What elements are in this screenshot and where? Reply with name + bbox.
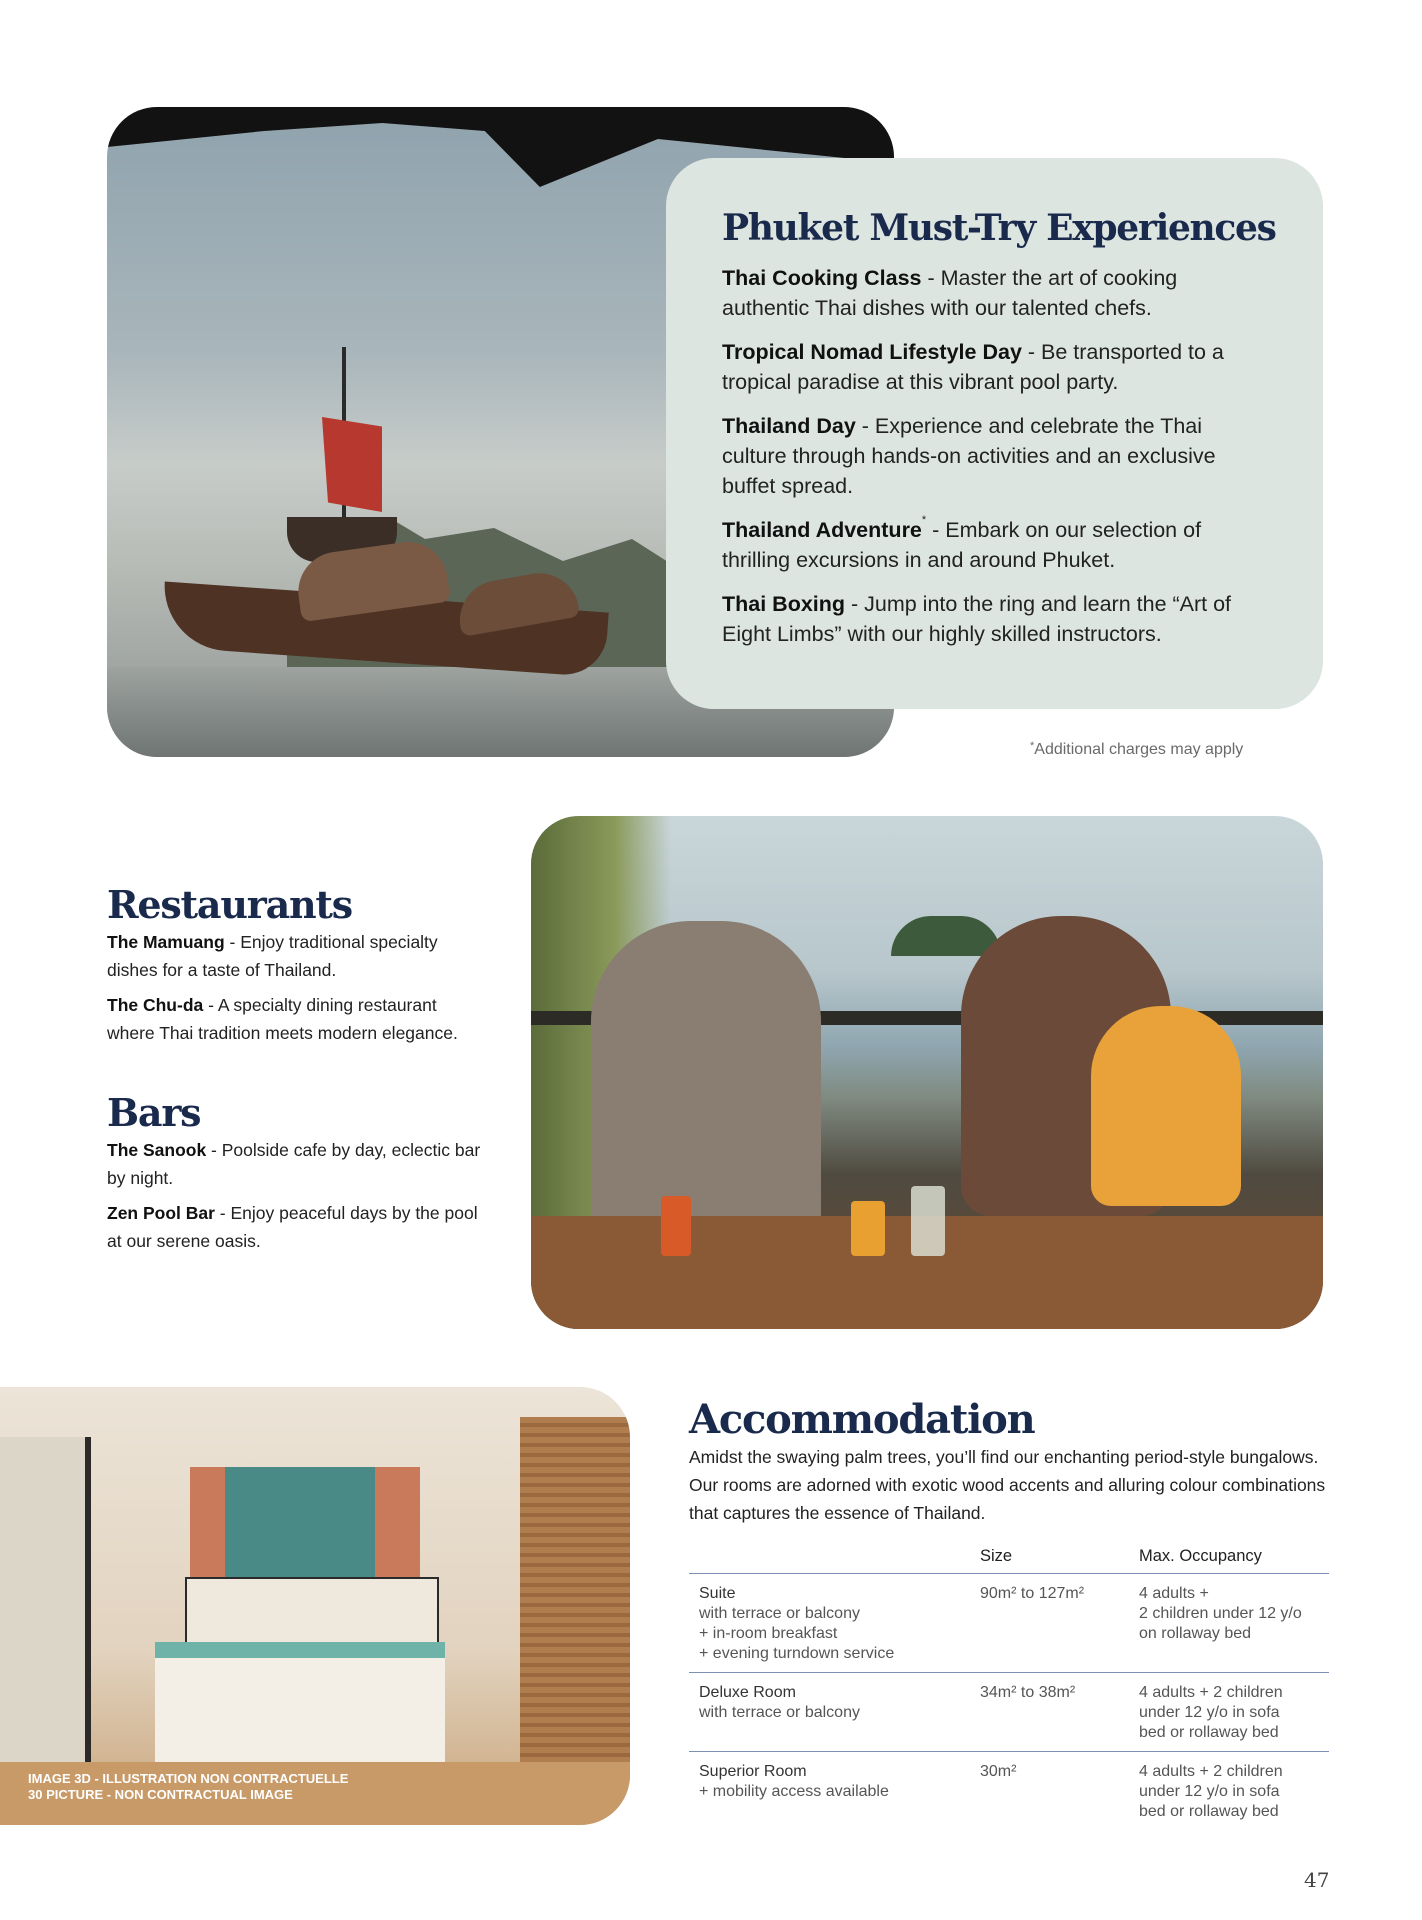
charges-footnote xyxy=(1030,741,1243,759)
experience-name: Thailand Adventure xyxy=(722,518,922,542)
column-header-occupancy: Max. Occupancy xyxy=(1139,1545,1329,1574)
restaurant-item xyxy=(107,928,487,984)
room-occupancy: 4 adults + 2 children under 12 y/o on rollaway bed xyxy=(1139,1574,1329,1673)
caption-line: 30 PICTURE - NON CONTRACTUAL IMAGE xyxy=(28,1787,293,1802)
page-number: 47 xyxy=(1304,1868,1330,1892)
room-name: Suite xyxy=(699,1585,736,1602)
room-occupancy: 4 adults + 2 children under 12 y/o in sofa bed or rollaway bed xyxy=(1139,1763,1283,1820)
room-types-table xyxy=(689,1545,1329,1830)
experience-description: - Jump into the ring and learn the “Art of Eight Limbs” with our highly skilled instructors. xyxy=(722,592,1232,646)
bar-name: Zen Pool Bar xyxy=(107,1203,215,1223)
restaurant-description: - Enjoy traditional specialty dishes for a taste of Thailand. xyxy=(107,932,438,980)
experience-description: - Embark on our selection of thrilling excursions in and around Phuket. xyxy=(722,518,1202,572)
bars-section xyxy=(107,1090,487,1262)
room-cell xyxy=(689,1673,980,1752)
restaurant-name: The Mamuang xyxy=(107,932,225,952)
room-description: with terrace or balcony + in-room breakfast + evening turndown service xyxy=(699,1605,895,1662)
experiences-title: Phuket Must-Try Experiences xyxy=(722,207,1276,249)
room-occupancy: 4 adults + 2 children under 12 y/o in sofa bed or rollaway bed xyxy=(1139,1673,1329,1752)
table-row xyxy=(689,1574,1329,1673)
experience-description: - Master the art of cooking authentic Thai dishes with our talented chefs. xyxy=(722,266,1178,320)
experience-description: - Be transported to a tropical paradise at this vibrant pool party. xyxy=(722,340,1224,394)
asterisk-mark: * xyxy=(921,514,927,526)
bar-name: The Sanook xyxy=(107,1140,207,1160)
room-name: Superior Room xyxy=(699,1763,807,1780)
accommodation-heading: Accommodation xyxy=(689,1396,1035,1443)
table-row xyxy=(689,1752,1329,1831)
experience-item xyxy=(722,411,1265,501)
restaurant-item xyxy=(107,991,487,1047)
bar-description: - Enjoy peaceful days by the pool at our serene oasis. xyxy=(107,1203,478,1251)
experience-name: Thai Cooking Class xyxy=(722,266,922,290)
column-header-room xyxy=(689,1545,980,1574)
accommodation-intro: Amidst the swaying palm trees, you’ll find our enchanting period-style bungalows. Our rooms are adorned with exotic wood accents and alluring colour combinations that captures the essence of Thailand. xyxy=(689,1447,1326,1523)
restaurant-description: - A specialty dining restaurant where Thai tradition meets modern elegance. xyxy=(107,995,458,1043)
experience-name: Thai Boxing xyxy=(722,592,846,616)
restaurants-section xyxy=(107,882,487,1054)
restaurants-heading: Restaurants xyxy=(107,882,352,927)
accommodation-section xyxy=(689,1397,1329,1527)
room-description: + mobility access available xyxy=(699,1783,889,1800)
bar-description: - Poolside cafe by day, eclectic bar by night. xyxy=(107,1140,481,1188)
bars-heading: Bars xyxy=(107,1090,201,1135)
family-dining-photo xyxy=(531,816,1323,1329)
room-name: Deluxe Room xyxy=(699,1684,796,1701)
caption-line: IMAGE 3D - ILLUSTRATION NON CONTRACTUELLE xyxy=(28,1771,349,1786)
room-cell xyxy=(689,1752,980,1831)
room-size: 34m² to 38m² xyxy=(980,1673,1139,1752)
image-disclaimer-caption xyxy=(28,1771,348,1803)
footnote-mark: * xyxy=(1030,740,1035,752)
room-cell xyxy=(689,1574,980,1673)
experience-item xyxy=(722,263,1265,323)
experience-description: - Experience and celebrate the Thai culture through hands-on activities and an exclusive buffet spread. xyxy=(722,414,1216,498)
room-size: 90m² to 127m² xyxy=(980,1574,1139,1673)
experience-item xyxy=(722,337,1265,397)
column-header-size: Size xyxy=(980,1545,1139,1574)
table-row xyxy=(689,1673,1329,1752)
footnote-text: Additional charges may apply xyxy=(1034,741,1244,758)
room-description: with terrace or balcony xyxy=(699,1704,860,1721)
bar-item xyxy=(107,1199,487,1255)
bar-item xyxy=(107,1136,487,1192)
experience-item xyxy=(722,589,1265,649)
table-header-row xyxy=(689,1545,1329,1574)
room-size: 30m² xyxy=(980,1763,1017,1780)
experience-item xyxy=(722,515,1265,575)
experiences-card xyxy=(666,158,1323,709)
restaurant-name: The Chu-da xyxy=(107,995,204,1015)
bedroom-photo xyxy=(0,1387,630,1825)
experience-name: Thailand Day xyxy=(722,414,856,438)
experience-name: Tropical Nomad Lifestyle Day xyxy=(722,340,1022,364)
